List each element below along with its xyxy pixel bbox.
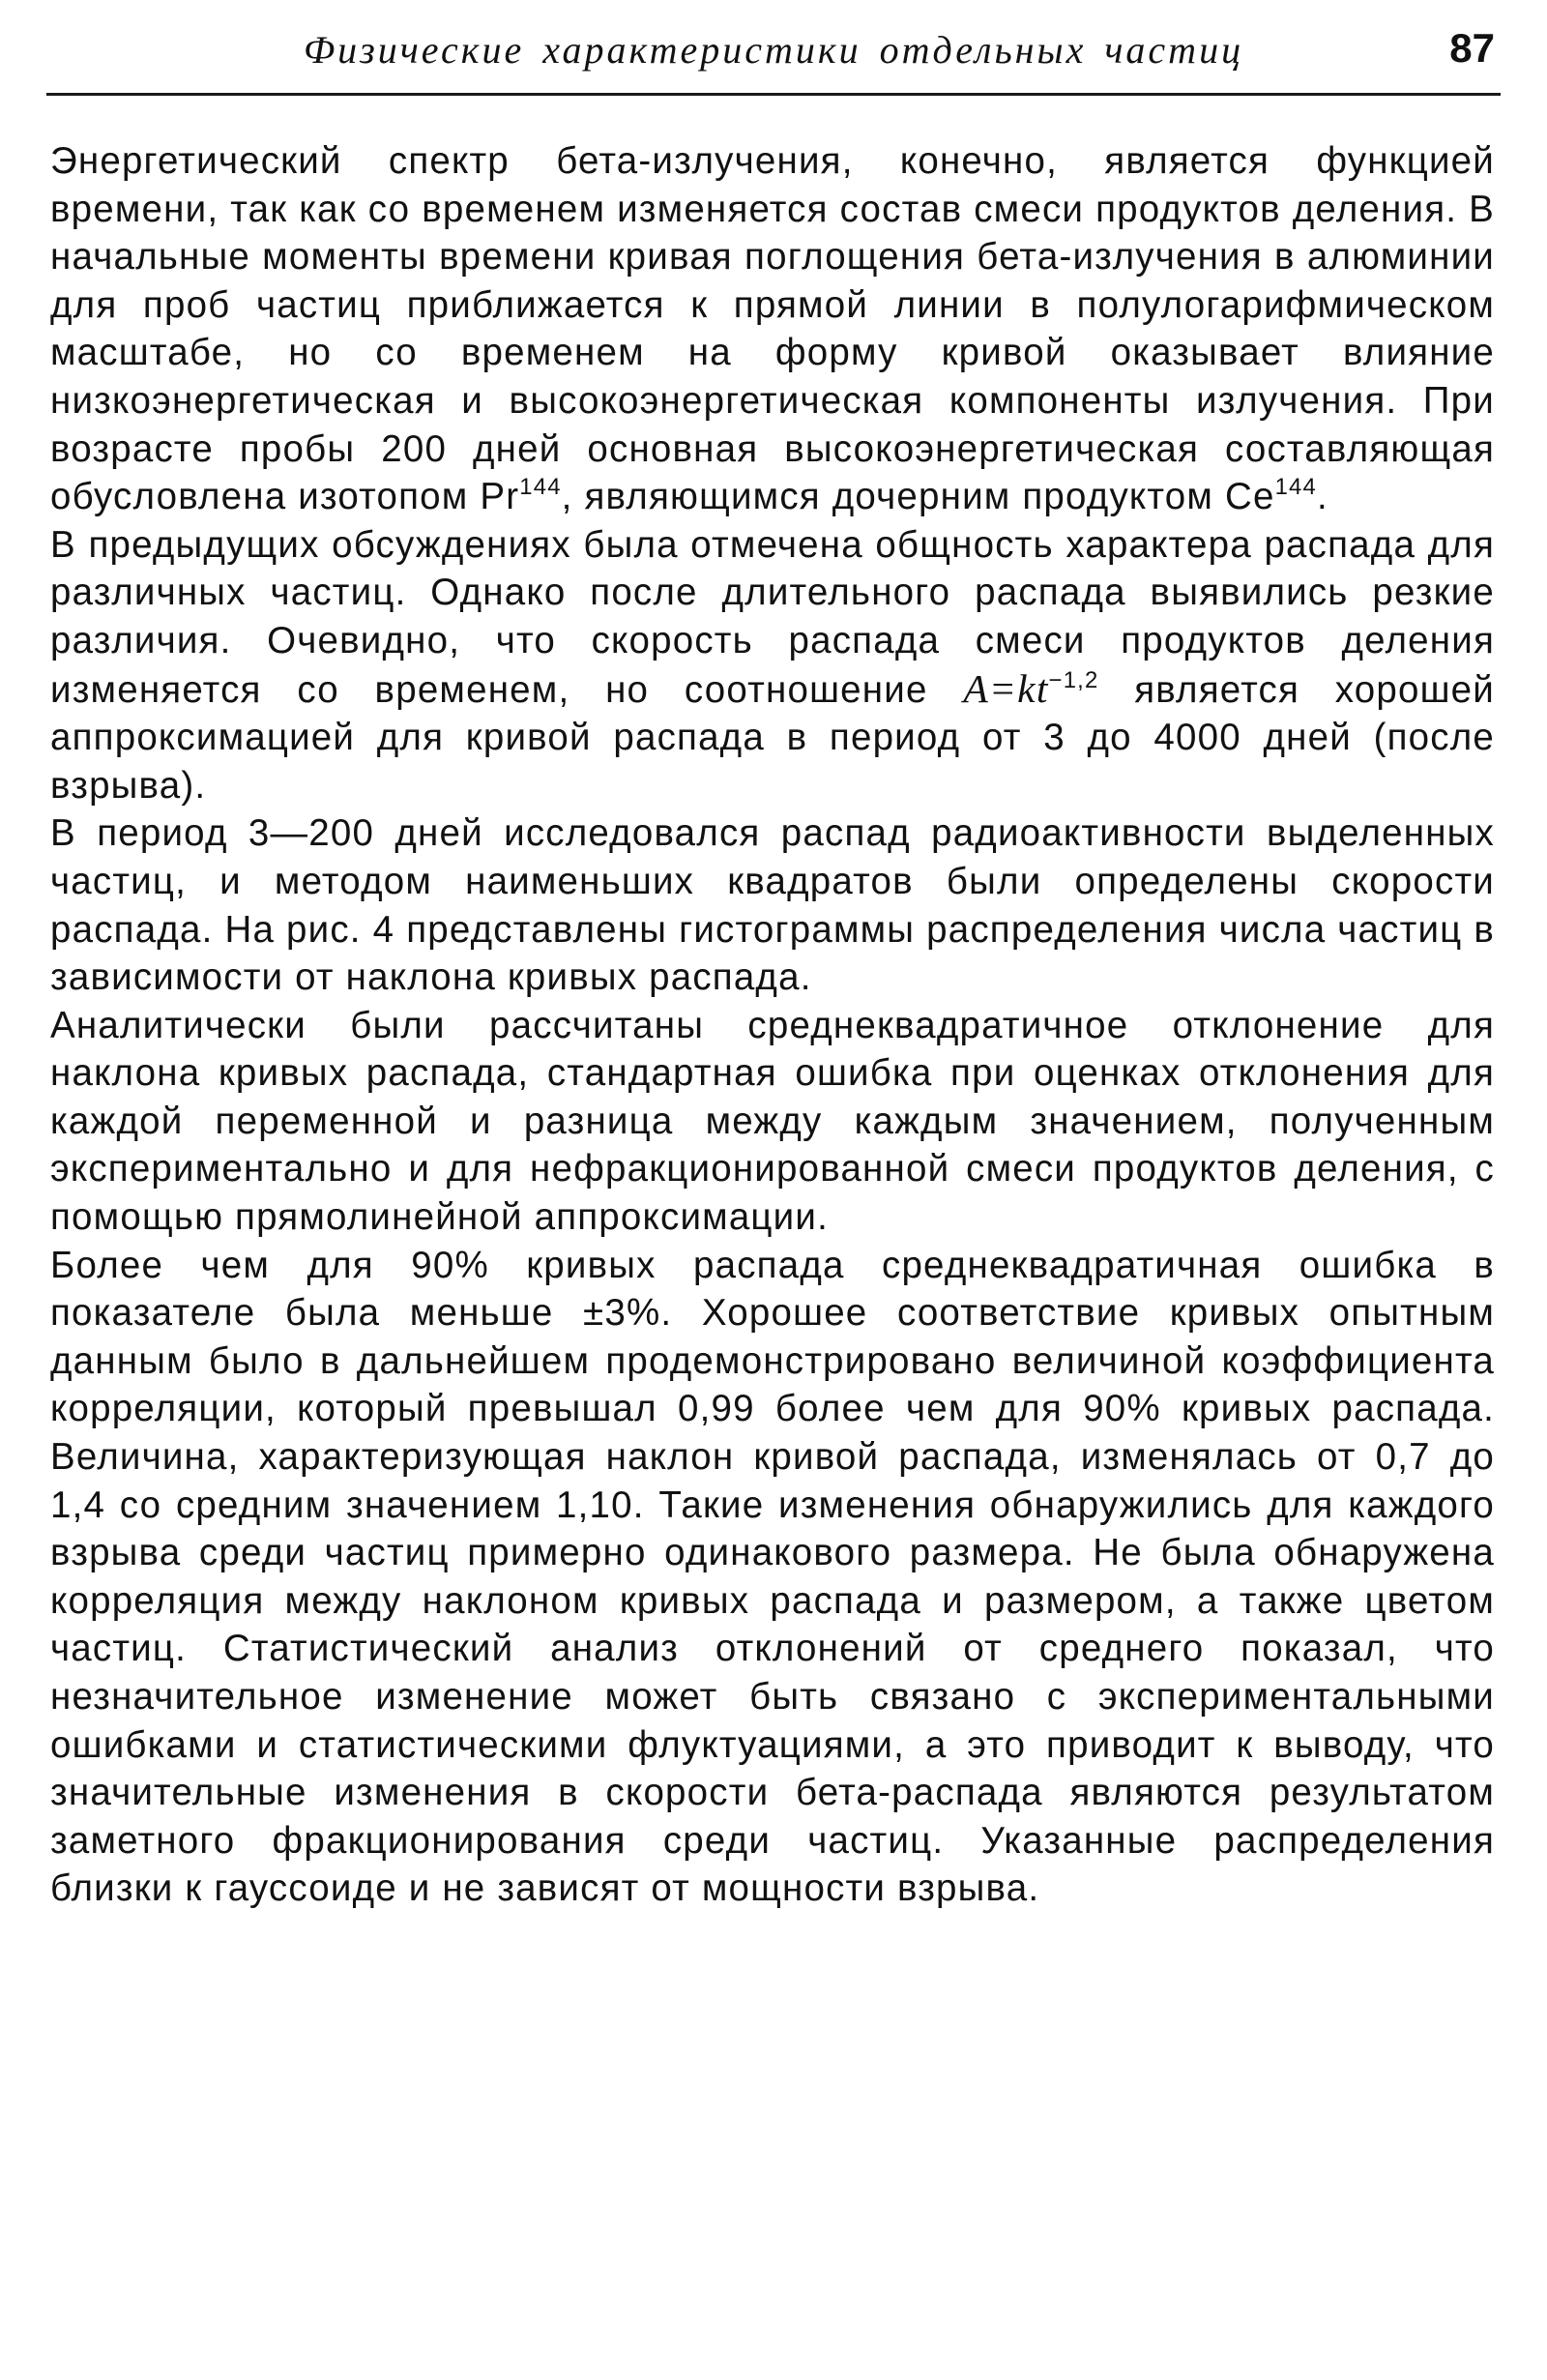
paragraph-histograms: В период 3—200 дней исследовался распад радиоактивности выделенных частиц, и методом наименьших квадратов были определены скорости распада. На рис. 4 представлены гистограммы распределения числа частиц в зависимости от наклона кривых распада. — [50, 812, 1495, 999]
page-number: 87 — [1449, 25, 1495, 71]
header-rule — [46, 93, 1501, 96]
formula-exponent: −1,2 — [1048, 666, 1099, 693]
paragraph-text: В предыдущих обсуждениях была отмечена общность характера распада для различных частиц. Однако после длительного распада выявились резкие различия. Очевидно, что скорость распада смеси продуктов деления изменяется со временем, но соотношение — [50, 523, 1495, 711]
isotope-mass-number: 144 — [1274, 474, 1317, 501]
formula-base: A=kt — [963, 665, 1049, 711]
paragraph-analysis: Аналитически были рассчитаны среднеквадратичное отклонение для наклона кривых распада, стандартная ошибка при оценках отклонения для каждой переменной и разница между каждым значением, полученным экспериментально и для нефракционированной смеси продуктов деления, с помощью прямолинейной аппроксимации. — [50, 1004, 1495, 1239]
isotope-mass-number: 144 — [519, 474, 562, 501]
paragraph-text: , являющимся дочерним продуктом Ce — [561, 476, 1275, 518]
paragraph-decay-law — [50, 521, 1495, 810]
paragraph-statistics: Более чем для 90% кривых распада среднеквадратичная ошибка в показателе была меньше ±3%. Хорошее соответствие кривых опытным данным было в дальнейшем продемонстрировано величиной коэффициента корреляции, который превышал 0,99 более чем для 90% кривых распада. Величина, характеризующая наклон кривой распада, изменялась от 0,7 до 1,4 со средним значением 1,10. Такие изменения обнаружились для каждого взрыва среди частиц примерно одинакового размера. Не была обнаружена корреляция между наклоном кривых распада и размером, а также цветом частиц. Статистический анализ отклонений от среднего показал, что незначительное изменение может быть связано с экспериментальными ошибками и статистическими флуктуациями, а это приводит к выводу, что значительные изменения в скорости бета-распада являются результатом заметного фракционирования среди частиц. Указанные распределения близки к гауссоиде и не зависят от мощности взрыва. — [50, 1244, 1495, 1910]
running-header — [50, 19, 1497, 77]
paragraph-text: . — [1317, 476, 1328, 518]
body-text — [50, 137, 1495, 1913]
paragraph-beta-spectrum — [50, 137, 1495, 521]
paragraph-text: является хорошей аппроксимацией для кривой распада в период от 3 до 4000 дней (после взрыва). — [50, 668, 1495, 807]
running-title: Физические характеристики отдельных частиц — [303, 28, 1244, 72]
paragraph-text: Энергетический спектр бета-излучения, конечно, является функцией времени, так как со временем изменяется состав смеси продуктов деления. В начальные моменты времени кривая поглощения бета-излучения в алюминии для проб частиц приближается к прямой линии в полулогарифмическом масштабе, но со временем на форму кривой оказывает влияние низкоэнергетическая и высокоэнергетическая компоненты излучения. При возрасте пробы 200 дней основная высокоэнергетическая составляющая обусловлена изотопом Pr — [50, 140, 1495, 518]
decay-formula — [963, 665, 1099, 711]
